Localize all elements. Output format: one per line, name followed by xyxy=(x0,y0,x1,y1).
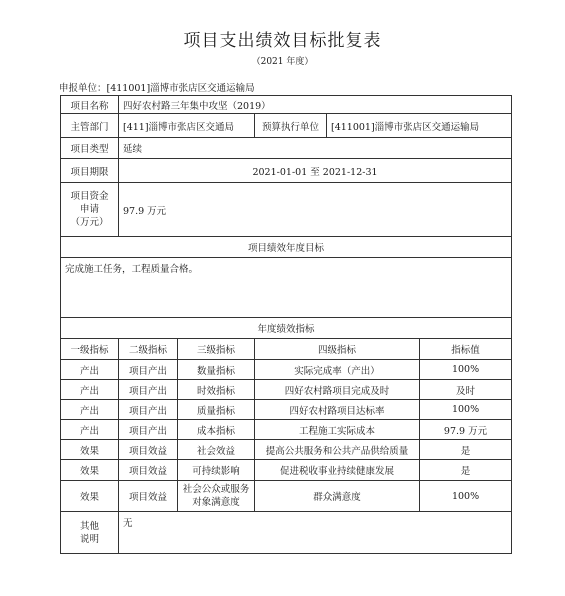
level4-cell: 提高公共服务和公共产品供给质量 xyxy=(255,440,420,460)
indicator-columns-row xyxy=(61,339,512,360)
value-cell: 是 xyxy=(420,460,512,481)
notes-value: 无 xyxy=(119,512,512,554)
project-fund-label xyxy=(61,183,119,237)
table-row xyxy=(61,380,512,400)
annual-goal-text: 完成施工任务，工程质量合格。 xyxy=(61,258,512,318)
column-header: 三级指标 xyxy=(178,339,255,360)
level4-cell: 工程施工实际成本 xyxy=(255,420,420,440)
level1-cell: 效果 xyxy=(61,460,119,481)
value-cell: 97.9 万元 xyxy=(420,420,512,440)
level3-cell: 时效指标 xyxy=(178,380,255,400)
level3-cell: 成本指标 xyxy=(178,420,255,440)
project-name-label: 项目名称 xyxy=(61,96,119,114)
value-cell: 100% xyxy=(420,400,512,420)
level1-cell: 产出 xyxy=(61,360,119,380)
level2-cell: 项目效益 xyxy=(119,440,178,460)
project-period-value: 2021-01-01 至 2021-12-31 xyxy=(119,159,512,183)
table-row xyxy=(61,360,512,380)
value-cell: 是 xyxy=(420,440,512,460)
level2-cell: 项目产出 xyxy=(119,420,178,440)
level3-cell: 质量指标 xyxy=(178,400,255,420)
level2-cell: 项目效益 xyxy=(119,481,178,512)
level3-cell: 社会公众或服务对象满意度 xyxy=(178,481,255,512)
department-row xyxy=(61,114,512,138)
approval-table xyxy=(60,95,512,554)
project-fund-row xyxy=(61,183,512,237)
document-year: （2021 年度） xyxy=(251,57,314,67)
value-cell: 100% xyxy=(420,481,512,512)
project-name-row xyxy=(61,96,512,114)
project-period-label: 项目期限 xyxy=(61,159,119,183)
level4-cell: 实际完成率（产出） xyxy=(255,360,420,380)
column-header: 二级指标 xyxy=(119,339,178,360)
annual-goal-header: 项目绩效年度目标 xyxy=(61,237,512,258)
value-cell: 及时 xyxy=(420,380,512,400)
notes-label-line-1: 其他 xyxy=(79,520,99,532)
column-header: 指标值 xyxy=(420,339,512,360)
budget-unit-label: 预算执行单位 xyxy=(255,114,327,138)
project-type-value: 延续 xyxy=(119,138,512,159)
level1-cell: 产出 xyxy=(61,380,119,400)
document-title: 项目支出绩效目标批复表 xyxy=(183,31,382,51)
level4-cell: 四好农村路项目完成及时 xyxy=(255,380,420,400)
level1-cell: 产出 xyxy=(61,420,119,440)
project-name-value: 四好农村路三年集中攻坚（2019） xyxy=(119,96,512,114)
level4-cell: 群众满意度 xyxy=(255,481,420,512)
department-label: 主管部门 xyxy=(61,114,119,138)
fund-label-line-2: 申请 xyxy=(79,204,99,215)
table-row xyxy=(61,460,512,481)
table-row xyxy=(61,400,512,420)
table-row xyxy=(61,481,512,512)
indicators-header-row xyxy=(61,318,512,339)
level2-cell: 项目产出 xyxy=(119,360,178,380)
notes-label xyxy=(61,512,119,554)
fund-label-line-3: （万元） xyxy=(70,217,109,228)
reporting-unit: 申报单位：[411001]淄博市张店区交通运输局 xyxy=(59,83,255,94)
table-row xyxy=(61,420,512,440)
column-header: 四级指标 xyxy=(255,339,420,360)
project-type-row xyxy=(61,138,512,159)
level3-cell: 可持续影响 xyxy=(178,460,255,481)
level2-cell: 项目产出 xyxy=(119,380,178,400)
level3-cell: 数量指标 xyxy=(178,360,255,380)
project-period-row xyxy=(61,159,512,183)
value-cell: 100% xyxy=(420,360,512,380)
column-header: 一级指标 xyxy=(61,339,119,360)
level1-cell: 效果 xyxy=(61,440,119,460)
project-type-label: 项目类型 xyxy=(61,138,119,159)
indicators-header: 年度绩效指标 xyxy=(61,318,512,339)
notes-row xyxy=(61,512,512,554)
annual-goal-header-row xyxy=(61,237,512,258)
table-row xyxy=(61,440,512,460)
annual-goal-row xyxy=(61,258,512,318)
level3-cell: 社会效益 xyxy=(178,440,255,460)
level2-cell: 项目效益 xyxy=(119,460,178,481)
fund-label-line-1: 项目资金 xyxy=(70,191,109,202)
department-value: [411]淄博市张店区交通局 xyxy=(119,114,255,138)
level4-cell: 四好农村路项目达标率 xyxy=(255,400,420,420)
level1-cell: 产出 xyxy=(61,400,119,420)
level4-cell: 促进税收事业持续健康发展 xyxy=(255,460,420,481)
budget-unit-value: [411001]淄博市张店区交通运输局 xyxy=(327,114,512,138)
notes-label-line-2: 说明 xyxy=(79,533,99,545)
project-fund-value: 97.9 万元 xyxy=(119,183,512,237)
level1-cell: 效果 xyxy=(61,481,119,512)
level2-cell: 项目产出 xyxy=(119,400,178,420)
